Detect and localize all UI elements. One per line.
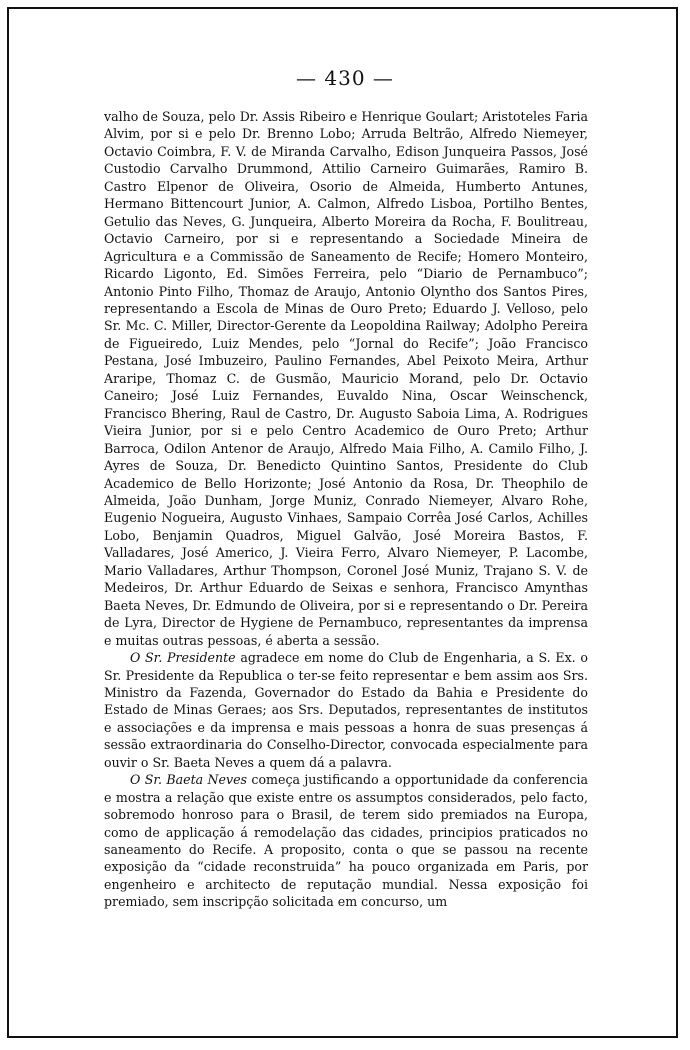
baeta-neves-paragraph xyxy=(104,771,588,911)
president-paragraph xyxy=(104,649,588,771)
speaker-baeta-neves: O Sr. Baeta Neves xyxy=(130,772,248,788)
baeta-neves-speech: começa justificando a opportunidade da conferencia e mostra a relação que existe entre os assumptos considerados, pelo facto, sobremodo honroso para o Brasil, de terem sido premiados na Europa, como de applicação á remodelação das cidades, principios praticados no saneamento do Recife. A proposito, conta o que se passou na recente exposição da “cidade reconstruida” ha pouco organizada em Paris, por engenheiro e architecto de reputação mundial. Nessa exposição foi premiado, sem inscripção solicitada em concurso, um xyxy=(104,772,589,910)
document-body xyxy=(104,108,588,911)
attendee-list-paragraph: valho de Souza, pelo Dr. Assis Ribeiro e Henrique Goulart; Aristoteles Faria Alvim, por si e pelo Dr. Brenno Lobo; Arruda Beltrão, Alfredo Niemeyer, Octavio Coimbra, F. V. de Miranda Carvalho, Edison Junqueira Passos, José Custodio Carvalho Drummond, Attilio Carneiro Guimarães, Ramiro B. Castro Elpenor de Oliveira, Osorio de Almeida, Humberto Antunes, Hermano Bittencourt Junior, A. Calmon, Alfredo Lisboa, Portilho Bentes, Getulio das Neves, G. Junqueira, Alberto Moreira da Rocha, F. Boulitreau, Octavio Carneiro, por si e representando a Sociedade Mineira de Agricultura e a Commissão de Saneamento de Recife; Homero Monteiro, Ricardo Ligonto, Ed. Simões Ferreira, pelo “Diario de Pernambuco”; Antonio Pinto Filho, Thomaz de Araujo, Antonio Olyntho dos Santos Pires, representando a Escola de Minas de Ouro Preto; Eduardo J. Velloso, pelo Sr. Mc. C. Miller, Director-Gerente da Leopoldina Railway; Adolpho Pereira de Figueiredo, Luiz Mendes, pelo “Jornal do Recife”; João Francisco Pestana, José Imbuzeiro, Paulino Fernandes, Abel Peixoto Meira, Arthur Araripe, Thomaz C. de Gusmão, Mauricio Morand, pelo Dr. Octavio Caneiro; José Luiz Fernandes, Euvaldo Nina, Oscar Weinschenck, Francisco Bhering, Raul de Castro, Dr. Augusto Saboia Lima, A. Rodrigues Vieira Junior, por si e pelo Centro Academico de Ouro Preto; Arthur Barroca, Odilon Antenor de Araujo, Alfredo Maia Filho, A. Camilo Filho, J. Ayres de Souza, Dr. Benedicto Quintino Santos, Presidente do Club Academico de Bello Horizonte; José Antonio da Rosa, Dr. Theophilo de Almeida, João Dunham, Jorge Muniz, Conrado Niemeyer, Alvaro Rohe, Eugenio Nogueira, Augusto Vinhaes, Sampaio Corrêa José Carlos, Achilles Lobo, Benjamin Quadros, Miguel Galvão, José Moreira Bastos, F. Valladares, José Americo, J. Vieira Ferro, Alvaro Niemeyer, P. Lacombe, Mario Valladares, Arthur Thompson, Coronel José Muniz, Trajano S. V. de Medeiros, Dr. Arthur Eduardo de Seixas e senhora, Francisco Amynthas Baeta Neves, Dr. Edmundo de Oliveira, por si e representando o Dr. Pereira de Lyra, Director de Hygiene de Pernambuco, representantes da imprensa e muitas outras pessoas, é aberta a sessão. xyxy=(104,109,588,648)
president-speech: agradece em nome do Club de Engenharia, a S. Ex. o Sr. Presidente da Republica o ter-se feito representar e bem assim aos Srs. Ministro da Fazenda, Governador do Estado da Bahia e Presidente do Estado de Minas Geraes; aos Srs. Deputados, representantes de institutos e associações e da imprensa e mais pessoas a honra de suas presenças á sessão extraordinaria do Conselho-Director, convocada especialmente para ouvir o Sr. Baeta Neves a quem dá a palavra. xyxy=(104,650,588,770)
speaker-president: O Sr. Presidente xyxy=(130,650,236,666)
page-number: — 430 — xyxy=(296,66,394,90)
